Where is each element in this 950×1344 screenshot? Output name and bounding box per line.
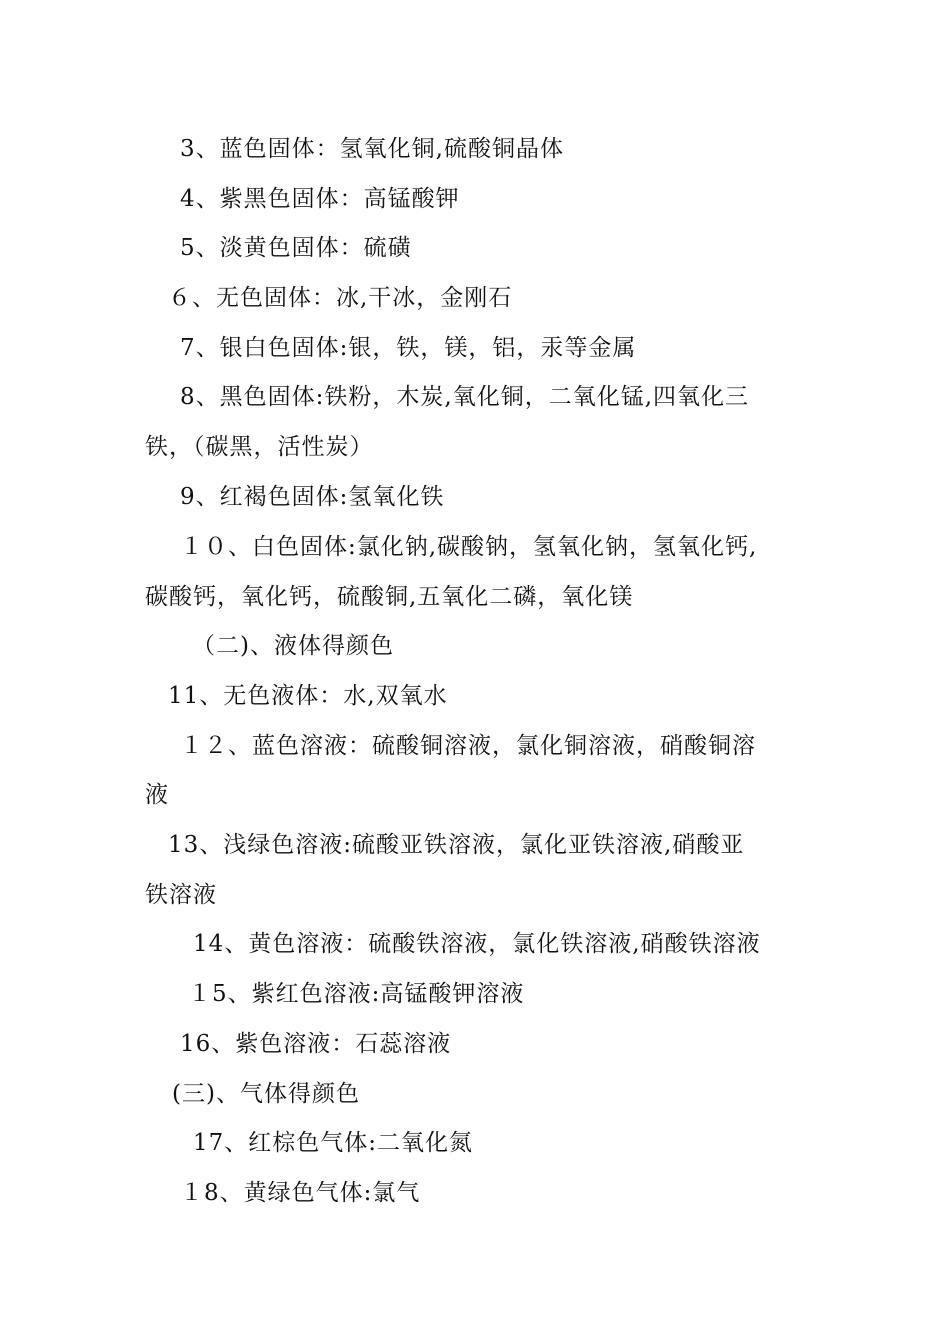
text-line: 11、无色液体：水,双氧水 — [168, 683, 448, 709]
text-line: 液 — [145, 782, 169, 808]
text-line: 碳酸钙，氧化钙，硫酸铜,五氧化二磷，氧化镁 — [145, 584, 634, 610]
text-line: 3、蓝色固体：氢氧化铜,硫酸铜晶体 — [180, 136, 564, 162]
section-heading: （二)、液体得颜色 — [192, 633, 394, 659]
text-line: １8、黄绿色气体:氯气 — [180, 1180, 421, 1206]
text-line: １０、白色固体:氯化钠,碳酸钠，氢氧化钠，氢氧化钙, — [180, 534, 758, 560]
text-line: 7、银白色固体:银，铁，镁，铝，汞等金属 — [180, 335, 637, 361]
text-line: 铁溶液 — [145, 882, 217, 908]
text-line: ６、无色固体：冰,干冰，金刚石 — [168, 285, 513, 311]
text-line: 4、紫黑色固体：高锰酸钾 — [180, 186, 460, 212]
text-line: 13、浅绿色溶液:硫酸亚铁溶液，氯化亚铁溶液,硝酸亚 — [168, 832, 745, 858]
text-line: 16、紫色溶液：石蕊溶液 — [180, 1031, 452, 1057]
text-line: 铁，（碳黑，活性炭） — [145, 434, 374, 460]
text-line: １２、蓝色溶液：硫酸铜溶液，氯化铜溶液，硝酸铜溶 — [180, 733, 756, 759]
text-line: 8、黑色固体:铁粉，木炭,氧化铜，二氧化锰,四氧化三 — [180, 384, 750, 410]
text-line: 5、淡黄色固体：硫磺 — [180, 235, 412, 261]
section-heading: (三)、气体得颜色 — [172, 1081, 360, 1107]
text-line: １5、紫红色溶液:高锰酸钾溶液 — [188, 981, 525, 1007]
text-line: 17、红棕色气体:二氧化氮 — [193, 1130, 474, 1156]
text-line: 9、红褐色固体:氢氧化铁 — [180, 484, 445, 510]
text-line: 14、黄色溶液：硫酸铁溶液，氯化铁溶液,硝酸铁溶液 — [193, 931, 761, 957]
